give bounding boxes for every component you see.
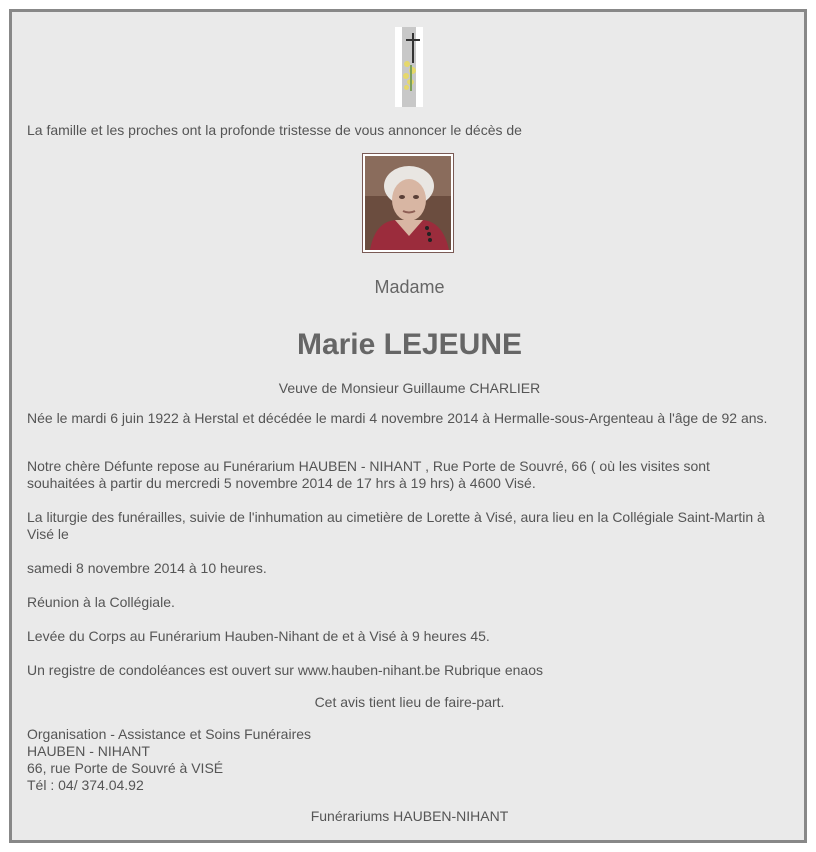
levee-text: Levée du Corps au Funérarium Hauben-Nihant de et à Visé à 9 heures 45. bbox=[27, 628, 490, 644]
deceased-name: Marie LEJEUNE bbox=[296, 328, 523, 361]
register-text: Un registre de condoléances est ouvert sur www.hauben-nihant.be Rubrique enaos bbox=[27, 662, 543, 678]
salutation: Madame bbox=[374, 277, 445, 297]
ceremony-date: samedi 8 novembre 2014 à 10 heures. bbox=[27, 560, 267, 576]
org-line: HAUBEN - NIHANT bbox=[27, 743, 150, 759]
reunion-text: Réunion à la Collégiale. bbox=[27, 594, 175, 610]
org-line: Tél : 04/ 374.04.92 bbox=[27, 777, 144, 793]
spouse-line: Veuve de Monsieur Guillaume CHARLIER bbox=[278, 380, 541, 396]
liturgy-text: La liturgie des funérailles, suivie de l'inhumation au cimetière de Lorette à Visé, aura lieu en la Collégiale Saint-Martin à Visé le bbox=[27, 509, 765, 542]
repose-text: Notre chère Défunte repose au Funérarium HAUBEN - NIHANT , Rue Porte de Souvré, 66 ( où les visites sont souhaitées à partir du mercredi 5 novembre 2014 de 17 hrs à 19 hrs) à 4600 Visé. bbox=[27, 458, 710, 491]
org-line: Organisation - Assistance et Soins Funéraires bbox=[27, 726, 312, 742]
org-line: 66, rue Porte de Souvré à VISÉ bbox=[27, 760, 224, 776]
birth-death-text: Née le mardi 6 juin 1922 à Herstal et décédée le mardi 4 novembre 2014 à Hermalle-sous-Argenteau à l'âge de 92 ans. bbox=[27, 410, 768, 426]
portrait-photo bbox=[363, 154, 453, 252]
cross-with-flowers-icon bbox=[395, 27, 423, 107]
intro-text: La famille et les proches ont la profonde tristesse de vous annoncer le décès de bbox=[27, 122, 522, 138]
obituary-notice bbox=[9, 9, 807, 843]
faire-part-text: Cet avis tient lieu de faire-part. bbox=[314, 694, 505, 710]
footer-signature: Funérariums HAUBEN-NIHANT bbox=[310, 808, 509, 824]
